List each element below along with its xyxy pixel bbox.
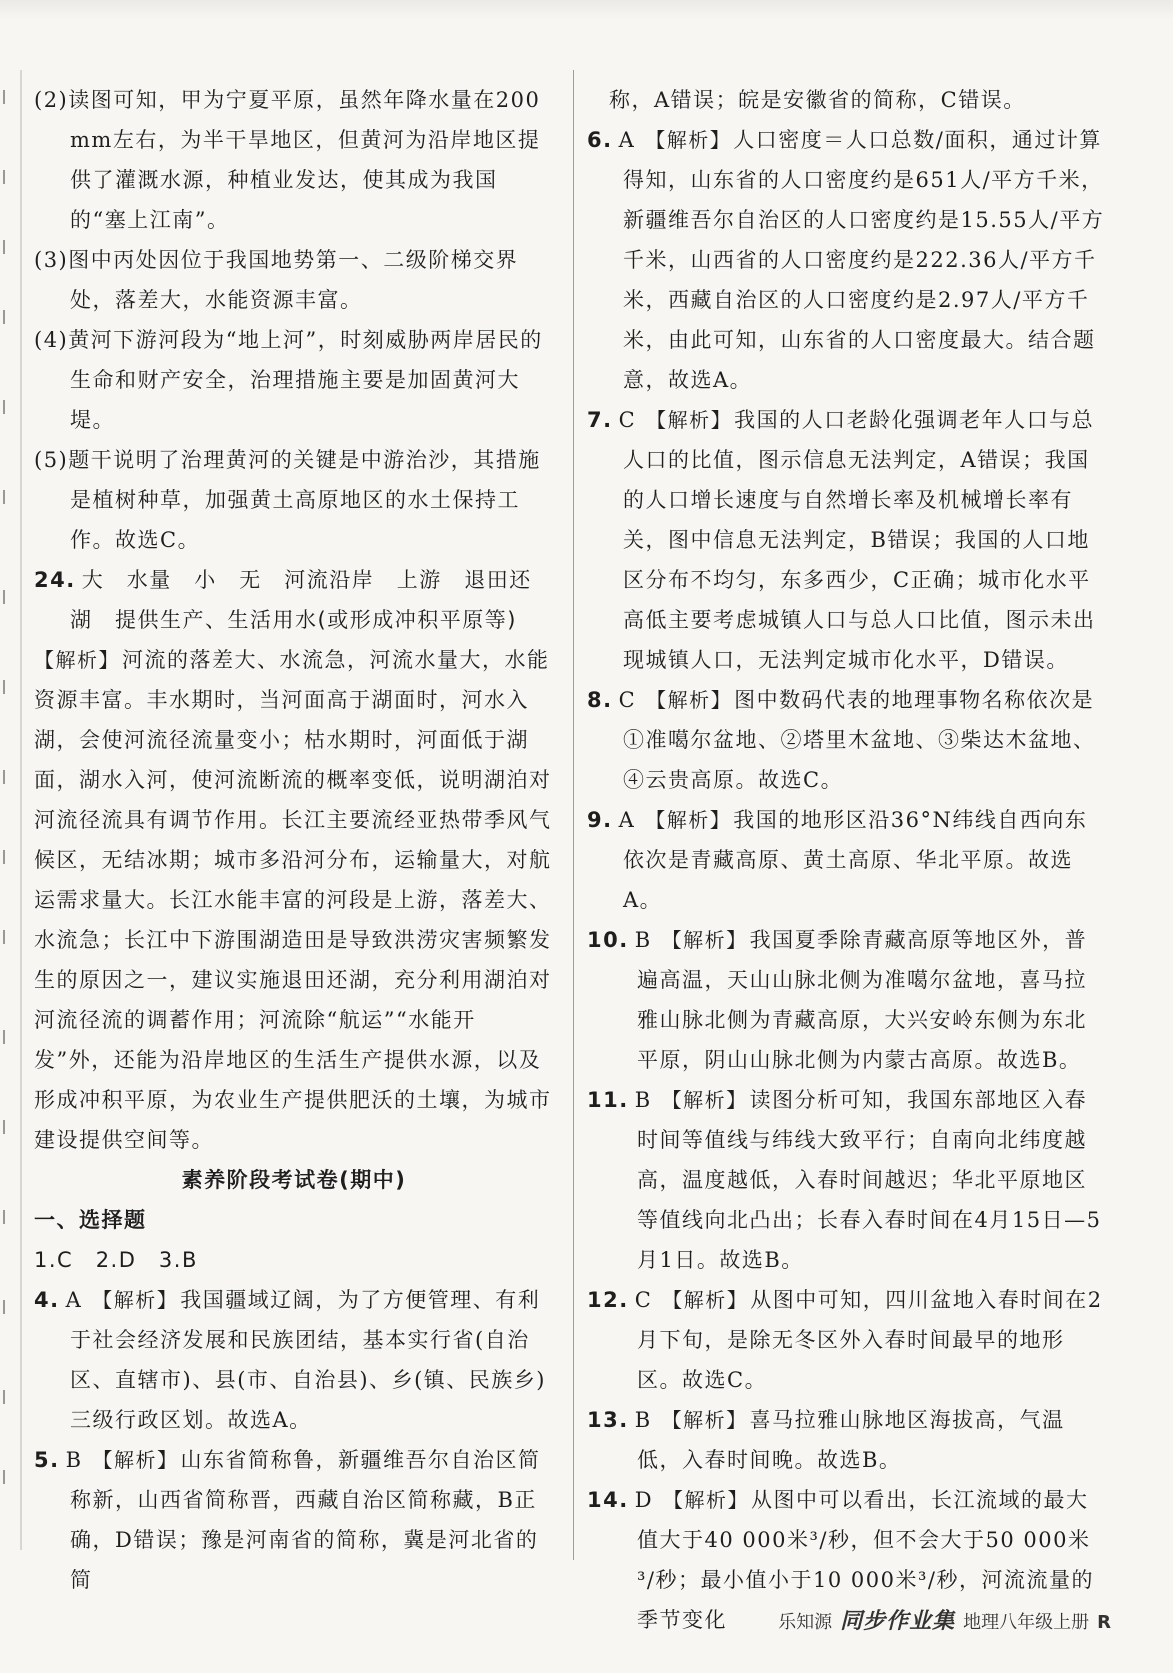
q24-answer	[34, 560, 554, 640]
q13-item	[587, 1400, 1107, 1480]
q8-number: 8.	[587, 688, 613, 712]
q24-number: 24.	[34, 568, 76, 592]
q13-number: 13.	[587, 1408, 629, 1432]
top-shadow	[0, 0, 1173, 20]
q23-part5: (5)题干说明了治理黄河的关键是中游治沙，其措施是植树种草，加强黄土高原地区的水土保持工作。故选C。	[34, 448, 541, 552]
q14-tag: 【解析】	[663, 1488, 750, 1512]
section-title: 素养阶段考试卷(期中)	[181, 1168, 407, 1192]
column-divider	[573, 70, 574, 1560]
q6-number: 6.	[587, 128, 613, 152]
q7-text: 我国的人口老龄化强调老年人口与总人口的比值，图示信息无法判定，A错误；我国的人口增长速度与自然增长率及机械增长率有关，图中信息无法判定，B错误；我国的人口地区分布不均匀，东多西少，C正确；城市化水平高低主要考虑城镇人口与总人口比值，图示未出现城镇人口，无法判定城市化水平，D错误。	[623, 408, 1096, 672]
q8-item	[587, 680, 1107, 800]
q7-tag: 【解析】	[646, 408, 733, 432]
q23-part4: (4)黄河下游河段为“地上河”，时刻威胁两岸居民的生命和财产安全，治理措施主要是加固黄河大堤。	[34, 328, 543, 432]
q14-number: 14.	[587, 1488, 629, 1512]
q5-item	[34, 1440, 554, 1600]
q7-number: 7.	[587, 408, 613, 432]
q13-answer: B	[634, 1408, 652, 1432]
q12-tag: 【解析】	[662, 1288, 749, 1312]
footer-edition: R	[1097, 1612, 1111, 1633]
q5-text: 山东省简称鲁，新疆维吾尔自治区简称新，山西省简称晋，西藏自治区简称藏，B正确，D错误；豫是河南省的简称，冀是河北省的简	[70, 1448, 541, 1592]
q4-item	[34, 1280, 554, 1440]
q5-number: 5.	[34, 1448, 60, 1472]
q12-number: 12.	[587, 1288, 629, 1312]
q14-answer: D	[634, 1488, 654, 1512]
q9-item	[587, 800, 1107, 920]
q14-text: 从图中可以看出，长江流域的最大值大于40 000米³/秒，但不会大于50 000米³/秒；最小值小于10 000米³/秒，河流流量的季节变化	[637, 1488, 1094, 1632]
q11-item	[587, 1080, 1107, 1280]
q9-number: 9.	[587, 808, 613, 832]
q8-tag: 【解析】	[646, 688, 733, 712]
q9-text: 我国的地形区沿36°N纬线自西向东依次是青藏高原、黄土高原、华北平原。故选A。	[623, 808, 1088, 912]
q13-tag: 【解析】	[661, 1408, 748, 1432]
q5-answer: B	[65, 1448, 83, 1472]
q10-tag: 【解析】	[661, 928, 748, 952]
q10-text: 我国夏季除青藏高原等地区外，普遍高温，天山山脉北侧为准噶尔盆地，喜马拉雅山脉北侧为青藏高原，大兴安岭东侧为东北平原，阴山山脉北侧为内蒙古高原。故选B。	[637, 928, 1088, 1072]
q4-number: 4.	[34, 1288, 60, 1312]
page-footer	[778, 1604, 1111, 1635]
q1-3-answers	[34, 1240, 554, 1280]
q11-tag: 【解析】	[661, 1088, 748, 1112]
q24-analysis	[34, 640, 554, 1160]
q7-answer: C	[618, 408, 637, 432]
q7-item	[587, 400, 1107, 680]
q6-tag: 【解析】	[645, 128, 732, 152]
footer-brand: 乐知源	[778, 1612, 833, 1633]
q9-tag: 【解析】	[645, 808, 732, 832]
q4-answer: A	[65, 1288, 83, 1312]
q10-item	[587, 920, 1107, 1080]
q10-answer: B	[634, 928, 652, 952]
q11-text: 读图分析可知，我国东部地区入春时间等值线与纬线大致平行；自南向北纬度越高，温度越低，入春时间越迟；华北平原地区等值线向北凸出；长春入春时间在4月15日—5月1日。故选B。	[637, 1088, 1102, 1272]
q5-tag: 【解析】	[92, 1448, 179, 1472]
footer-subject: 地理八年级上册	[963, 1612, 1090, 1633]
q24-answers: 大 水量 小 无 河流沿岸 上游 退田还湖 提供生产、生活用水(或形成冲积平原等)	[70, 568, 532, 632]
footer-series: 同步作业集	[840, 1609, 956, 1634]
q24-analysis-text: 河流的落差大、水流急，河流水量大，水能资源丰富。丰水期时，当河面高于湖面时，河水入湖，会使河流径流量变小；枯水期时，河面低于湖面，湖水入河，使河流断流的概率变低，说明湖泊对河流径流具有调节作用。长江主要流经亚热带季风气候区，无结冰期；城市多沿河分布，运输量大，对航运需求量大。长江水能丰富的河段是上游，落差大、水流急；长江中下游围湖造田是导致洪涝灾害频繁发生的原因之一，建议实施退田还湖，充分利用湖泊对河流径流的调蓄作用；河流除“航运”“水能开发”外，还能为沿岸地区的生活生产提供水源，以及形成冲积平原，为农业生产提供肥沃的土壤，为城市建设提供空间等。	[34, 648, 552, 1152]
q13-text: 喜马拉雅山脉地区海拔高，气温低，入春时间晚。故选B。	[637, 1408, 1065, 1472]
q10-number: 10.	[587, 928, 629, 952]
q8-answer: C	[618, 688, 637, 712]
left-column	[34, 80, 554, 1600]
q23-part3: (3)图中丙处因位于我国地势第一、二级阶梯交界处，落差大，水能资源丰富。	[34, 248, 519, 312]
q4-text: 我国疆域辽阔，为了方便管理、有利于社会经济发展和民族团结，基本实行省(自治区、直辖市)、县(市、自治县)、乡(镇、民族乡)三级行政区划。故选A。	[70, 1288, 546, 1432]
q6-answer: A	[618, 128, 636, 152]
section-subhead: 一、选择题	[34, 1208, 147, 1232]
q23-part2: (2)读图可知，甲为宁夏平原，虽然年降水量在200 mm左右，为半干旱地区，但黄河为沿岸地区提供了灌溉水源，种植业发达，使其成为我国的“塞上江南”。	[34, 88, 541, 232]
q11-answer: B	[634, 1088, 652, 1112]
q4-tag: 【解析】	[92, 1288, 179, 1312]
q12-item	[587, 1280, 1107, 1400]
q5-continued: 称，A错误；皖是安徽省的简称，C错误。	[609, 88, 1026, 112]
q11-number: 11.	[587, 1088, 629, 1112]
q6-text: 人口密度＝人口总数/面积，通过计算得知，山东省的人口密度约是651人/平方千米，新疆维吾尔自治区的人口密度约是15.55人/平方千米，山西省的人口密度约是222.36人/平方千米，西藏自治区的人口密度约是2.97人/平方千米，由此可知，山东省的人口密度最大。结合题意，故选A。	[623, 128, 1105, 392]
q9-answer: A	[618, 808, 636, 832]
q24-analysis-tag: 【解析】	[34, 648, 120, 672]
q6-item	[587, 120, 1107, 400]
q8-text: 图中数码代表的地理事物名称依次是①准噶尔盆地、②塔里木盆地、③柴达木盆地、④云贵高原。故选C。	[623, 688, 1096, 792]
q12-text: 从图中可知，四川盆地入春时间在2月下旬，是除无冬区外入春时间最早的地形区。故选C。	[637, 1288, 1103, 1392]
binding-edge	[0, 70, 22, 1550]
right-column	[587, 80, 1107, 1640]
q12-answer: C	[634, 1288, 653, 1312]
q1-3-text: 1.C 2.D 3.B	[34, 1248, 198, 1272]
